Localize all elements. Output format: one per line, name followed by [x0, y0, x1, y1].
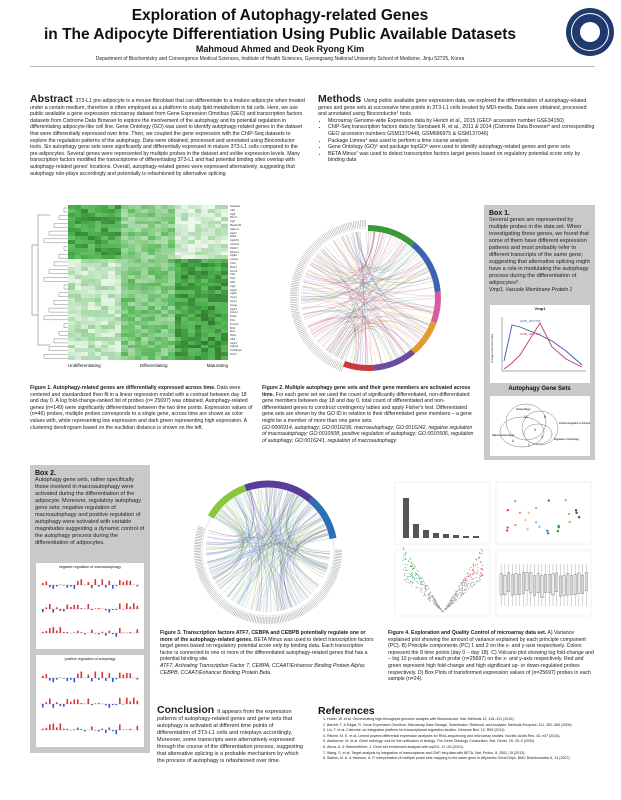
figure-1-heatmap: [30, 205, 260, 375]
reference-item: 3. Liu, T. et al. Cistrome: an integrative platform for transcriptional regulation studies. Genome Biol. 12, R83 (2011).: [327, 728, 595, 733]
neg-regulation-title: negative regulation of macroautophagy: [58, 565, 122, 569]
figure-4-caption-text: A) Variance explained plot showing the amount of variance explained by each principle component (PC). B) Principle components (PC) 1 and 2 on the x- and y-axis respectively. Colors represent the 8 time points (day 0 – day 18). C) Volcano plot showing log fold-change and – log 10 p-values of each probe (n=25697) on the x- and y-axis respectively. Red and green represent high fold-change and high significant up- or down-regulated probes respectively. D) Box Plots of transformed expression values of (n=25697) probes in each sample (n=24).: [388, 630, 594, 683]
neg-regulation-bars: [36, 569, 144, 647]
pos-regulation-bars: [36, 661, 144, 745]
conclusion-text: It appears from the expression patterns of autophagy-related genes and gene sets that autophagy is activated at different time points of differentiation of 3T3-L1 cells and roleplays accordingly. Moreover, some transcripts were alternatively expressed through the course of the differentiation process, suggesting that alternative splicing is a probable mechanism by which the process of autophagy is refashioned over time.: [157, 709, 304, 764]
figure-2-chord-diagram: [283, 213, 453, 383]
reference-item: 2. Barrett, T. & Edgar, R. Gene Expression Omnibus: Microarray Data Storage, Submission, Retrieval, and Analysis. Methods Enzymol. 411, 352–369 (2006).: [327, 723, 595, 728]
methods-list: [318, 118, 595, 164]
x-label-undifferentiating: Undifferentiating: [68, 363, 101, 368]
gene-label: Atg101: [230, 345, 239, 349]
figure-3-caption: [160, 630, 374, 676]
qc-plots: [393, 480, 595, 620]
heatmap-grid: [68, 205, 228, 360]
venn-count: 1: [528, 443, 530, 447]
figure-1-caption: [30, 385, 256, 431]
gene-label: Ulk1: [230, 208, 236, 212]
gene-label: Uvrag: [230, 303, 237, 307]
venn-count: 4: [512, 439, 514, 443]
reference-item: 4. Ritchie, M. E. et al. Limma powers differential expression analyses for RNA-sequencing and microarray studies. Nucleic Acids Res. 43, e47 (2015).: [327, 734, 595, 739]
abstract-section: [30, 93, 308, 177]
figure-3-caption-text: BETA Minus was used to detect transcription factors target genes based on regulatory potential score only by binding data. Each transcription factor is connected to one or more of the differentiated autophagy-related genes that has a potential binding site.: [160, 636, 374, 663]
references-section: [318, 705, 595, 762]
gene-labels: [230, 205, 260, 360]
methods-heading: Methods: [318, 93, 362, 105]
methods-section: [318, 93, 595, 164]
gene-label: Atg9a: [230, 254, 237, 258]
gene-label: Atg5: [230, 212, 236, 216]
venn-count: 14: [524, 415, 528, 419]
gene-label: Atg16l1: [230, 239, 239, 243]
box-2-text: Autophagy gene sets, rather specifically those involved in macroautophagy were activated during the differentiation of the adipocyte. Moreover, regulatory autophagy gene sets; negative regulation of macroautophagy and positive regulation of autophagy were activated with variable magnitudes suggesting a dynamic control of the autophagy process during the differentiation of adipocytes.: [35, 477, 145, 546]
gene-label: Rb1cc1: [230, 250, 239, 254]
legend-ilmn-2647796: ILMN_2647796: [520, 319, 541, 323]
gene-label: Ambra1: [230, 242, 240, 246]
gene-label: Vmp1: [230, 296, 237, 300]
conclusion-heading: Conclusion: [157, 704, 215, 716]
affiliation: Department of Biochemistry and Convergence Medical Sciences, Institute of Health Sciences, Gyeongsang National University School of Medicine, Jinju 52725, Korea: [95, 56, 465, 62]
chord-plot: [283, 213, 453, 383]
figure-2-caption-text: For each gene set we used the count of significantly differentiated, non-differentiated gene members between day 18 and day 0, total count of differentiated and non-differentiated genes to construct contingency tables and apply Fisher's test. Differentiated gene sets are shown by the GO ID in relation to their differentiated gene members – a gene might be a member of more than one gene sets.: [262, 391, 472, 424]
box-1-text: Several genes are represented by multiple probes in the data set. When investigating these genes, we found that some of them have different expression patterns and most probably refer to different transcripts of the same gene; suggesting that alternative splicing might have a role in modulating the autophagy process during the differentiation of adipocytes⁸.: [489, 217, 590, 286]
gene-label: Tfeb: [230, 273, 236, 277]
figure-3-chord-diagram: [163, 468, 373, 628]
reference-item: 8. Stallon, M. A. & Harrison, A. P. Interpretation of multiple probe sets mapping to the same gene in Affymetrix GeneChips. BMC Bioinformatics 8, 13 (2007).: [327, 756, 595, 761]
gene-label: Pink1: [230, 315, 237, 319]
gene-label: Rptor: [230, 334, 237, 338]
gene-label: Atg10: [230, 288, 237, 292]
gene-label: Dram1: [230, 311, 238, 315]
gene-label: Bnip3: [230, 265, 237, 269]
venn-label-positive-regulation: Positive Regulation of Autophagy: [559, 423, 590, 425]
gene-label: Gabarap: [230, 205, 241, 208]
methods-intro: Using public available gene expression data, we explored the differentiation of autophagy-related genes and gene sets at successive time points in 3T3-L1 cells treated by MDI-media. Data were obtained, processed and annotated using Bioconductor¹ tools.: [318, 98, 587, 118]
reference-item: 1. Huber, W. et al. Orchestrating high-throughput genomic analysis with Bioconductor. Nat. Methods 12, 115–121 (2015).: [327, 717, 595, 722]
vmp1-line-chart: [490, 305, 590, 383]
abstract-heading: Abstract: [30, 93, 73, 105]
title-line-2: in The Adipocyte Differentiation Using Public Available Datasets: [44, 26, 516, 43]
gene-label: Ulk2: [230, 337, 236, 341]
gene-label: Nbr1: [230, 280, 236, 284]
figure-1-caption-text: Data were centered and standardized then fit in a linear regression model with a contrast between day 18 and day 0. A log fold-change-ranked list of probes (n= 25697) was obtained. Autophagy-related genes (n=149) were significantly differentiated between the two time points. Expression values of (n=46) probes, multiple probes corresponds to a single gene, across time are shown as color values with, white representing low expression and dark green representing high expression. A clustering dendrogram based on the euclidian distance is shown on the left.: [30, 385, 253, 431]
venn-count: 2: [541, 435, 543, 439]
vmp1-ylabel: Average Expression Value: [491, 333, 494, 363]
figure-4-qc-panels: [393, 480, 595, 620]
gene-label: Atg12: [230, 231, 237, 235]
gene-label: Pik3c3: [230, 246, 238, 250]
neg-regulation-panel: [36, 563, 144, 649]
gene-label: Atg14: [230, 307, 237, 311]
pos-regulation-panel: [36, 655, 144, 747]
clustering-dendrogram: [30, 205, 68, 360]
reference-item: 5. Ashburner, M. et al. Gene ontology: tool for the unification of biology. The Gene Ontology Consortium. Nat. Genet. 25, 25–9 (2000).: [327, 739, 595, 744]
gene-label: Optn: [230, 277, 236, 281]
gene-label: Map1lc3b: [230, 223, 242, 227]
figure-3-abbreviations: ATF7, Activating Transcription Factor 7, CEBPA, CCAAT/Enhancer Binding Protein Alpha; CEBPB, CCAAT/Enhancer Binding Protein Beta.: [160, 662, 366, 676]
methods-item: • ChIP-Seq transcription factors data by Siersbaek R, et al., 2011 & 2014 (Cistrome Data Browser³ and corresponding GEO accession numbers GSM1370448, GSM686975 & GSM137046): [328, 124, 595, 137]
reference-item: 6. Alexa, A. & Rahnenführer, J. Gene set enrichment analysis with topGO. 47–53 (2010).: [327, 745, 595, 750]
gene-label: Trp53inp2: [230, 349, 242, 353]
conclusion-section: [157, 704, 307, 765]
gene-label: Fundc1: [230, 322, 239, 326]
methods-item: • Microarray Genome-wide Expression data by Herich et al., 2015 (GEO² accession number GSE34150): [328, 118, 595, 125]
venn-label-macroautophagy: Macroautophagy: [492, 433, 515, 437]
venn-label-autophagy: Autophagy: [516, 407, 531, 411]
methods-item: • BETA Minus⁷ was used to detect transcription factors target genes based on regulatory potential score only by binding data: [328, 151, 595, 164]
methods-item: • Gene Ontology (GO)⁵ and package topGO⁶ were used to identify autophagy-related genes and gene sets: [328, 144, 595, 151]
gene-label: Prkn: [230, 318, 236, 322]
box-2: [30, 465, 150, 753]
header-divider: [30, 66, 595, 67]
venn-diagram: [490, 396, 590, 456]
abstract-text: 3T3-L1 pre-adipocyte is a mouse fibroblast that can differentiate to a mature adipocyte when treated under a certain medium, therefore is often employed as a platform to study lipid metabolism in fat cells. Here, we use public available a gene expression microarray dataset from Gene Expression Omnibus (GEO) and transcription factors datasets from Cistrome Data Browser to explore the involvement of the autophagy and its potential regulation in differentiating adipocyte-like cell line. Gene Ontology (GO) was used to identify autophagy-related genes in the dataset that were differentially expressed over time. Then, we coupled the gene expression with the ChIP-Seq datasets to explore the regulation patterns of the autophagy. Data were obtained, processed and annotated using Bioconductor tools. Six autophagy gene sets were significantly and differentially expressed in mature 3T3-L1 cells compared to the pre-adipocytes. Several genes were represented by multiple probes in the dataset and unlike expression levels. Many transcription factors modified the transcriptome of differentiating 3T3-L1 and had potential binding sites overlap with autophagy-related genes' locations. Overall, autophagy-related genes were expressed alternatively, suggesting that autophagy role-plays accordingly and potentially is refashioned by alternative splicing.: [30, 98, 305, 177]
gene-label: Sqstm1: [230, 227, 239, 231]
figure-4-caption-title: Figure 4. Exploration and Quality Control of microarray data set.: [388, 630, 547, 636]
references-list: [318, 717, 595, 761]
gene-label: Stx17: [230, 353, 237, 357]
box-1-heading: Box 1.: [489, 210, 511, 217]
tf-chord-plot: [163, 468, 373, 628]
references-heading: References: [318, 705, 375, 717]
gene-label: Irgm1: [230, 299, 237, 303]
gene-label: Atg7: [230, 220, 236, 224]
box-2-heading: Box 2.: [35, 470, 57, 477]
series-ilmn-2641703: [504, 323, 582, 369]
pos-regulation-title: positive regulation of autophagy: [64, 657, 116, 661]
box-1-note: Vmp1, Vacuole Membrane Protein 1: [489, 287, 573, 293]
gene-label: Wipi1: [230, 235, 237, 239]
figure-2-go-terms: GO:0006914, autophagy; GO:0016236, macroautophagy; GO:0016242, negative regulation of macroautophagy; GO:0010508, positive regulation of autophagy; GO:0010506, regulation of autophagy; GO:0016241, regulation of macroautophagy.: [262, 424, 474, 444]
figure-2-caption-title: Figure 2. Multiple autophagy gene sets and their gene members are activated across time.: [262, 385, 471, 398]
gene-label: Lamp2: [230, 258, 238, 262]
vmp1-lines: [490, 311, 590, 379]
gene-label: Bcl2: [230, 326, 236, 330]
x-label-maturating: Maturating: [206, 363, 228, 368]
figure-3-caption-title: Figure 3. Transcription factors ATF7, CEBPA and CEBPB potentially regulate one or more of the autophagy-related genes.: [160, 630, 366, 643]
poster-title: [0, 6, 560, 44]
gene-label: Mtor: [230, 330, 236, 334]
x-label-differentiating: Differentiating: [139, 363, 168, 368]
gene-label: Becn1: [230, 216, 238, 220]
vmp1-chart-title: Vmp1: [534, 306, 546, 311]
figure-4-caption: [388, 630, 595, 683]
legend-ilmn-2641703: ILMN_2641703: [520, 332, 541, 336]
heatmap-x-axis: [68, 363, 228, 368]
figure-1-caption-title: Figure 1. Autophagy-related genes are differentially expressed across time.: [30, 385, 216, 391]
methods-item: • Package Limma⁴ was used to perform a time course analysis: [328, 138, 595, 145]
university-seal-logo: [566, 8, 614, 56]
gene-label: Atg4b: [230, 292, 237, 296]
venn-count: 8: [544, 415, 546, 419]
authors: Mahmoud Ahmed and Deok Ryong Kim: [195, 44, 365, 54]
venn-title: Autophagy Gene Sets: [508, 386, 571, 392]
reference-item: 7. Wang, S. et al. Target analysis by integration of transcriptome and ChIP-seq data with BETA. Nat. Protoc. 8, 2502–15 (2013).: [327, 751, 595, 756]
gene-label: Atg3: [230, 284, 236, 288]
box-1: [484, 205, 595, 460]
venn-label-regulation: Regulation of Autophagy: [554, 439, 580, 441]
gene-label: Atg13: [230, 341, 237, 345]
figure-2-caption: [262, 385, 474, 444]
heatmap-cell: [221, 356, 228, 360]
venn-count: 3: [534, 428, 536, 432]
title-line-1: Exploration of Autophagy-related Genes: [131, 7, 429, 24]
gene-label: Foxo3: [230, 269, 238, 273]
gene-label: Ctsd: [230, 261, 236, 265]
